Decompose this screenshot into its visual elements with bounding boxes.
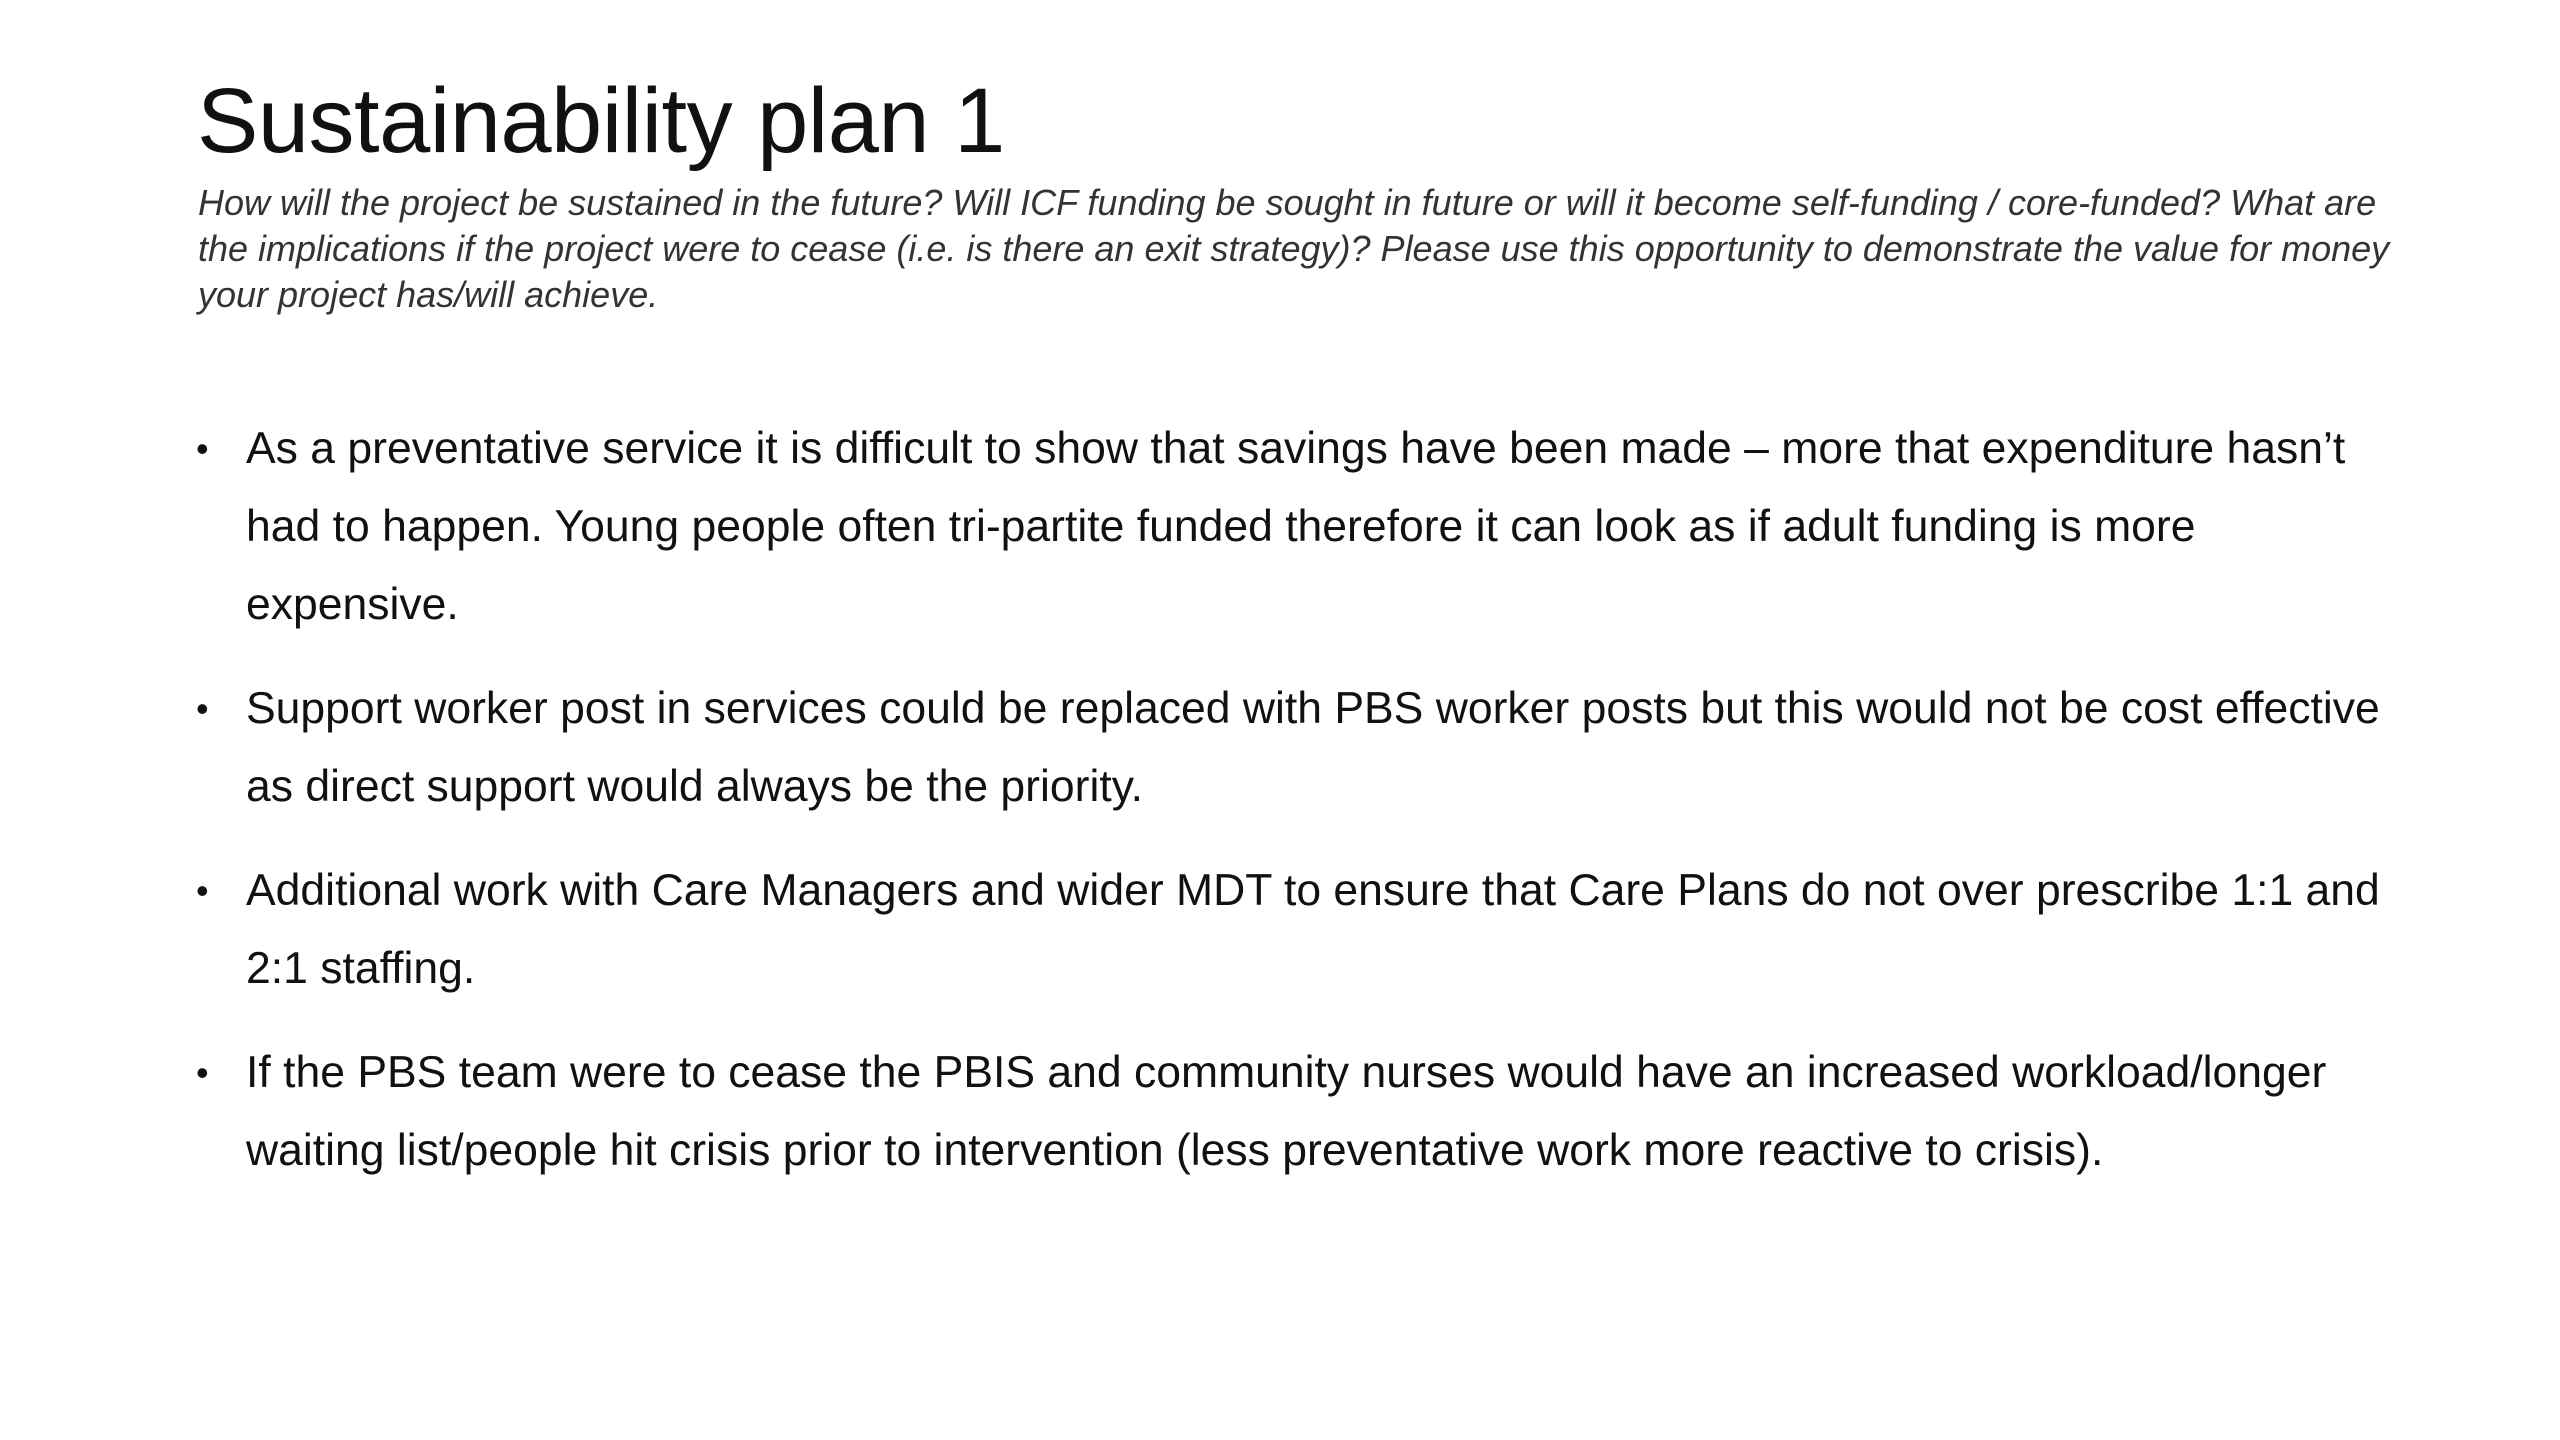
bullet-item [196,410,2396,644]
bullet-text: As a preventative service it is difficult to show that savings have been made – more that expenditure hasn’t had to happen. Young people often tri-partite funded therefore it can look as if adult funding is more expensive. [246,424,2346,629]
bullet-text: Additional work with Care Managers and wider MDT to ensure that Care Plans do not over prescribe 1:1 and 2:1 staffing. [246,866,2380,993]
bullet-item [196,852,2396,1008]
slide-title: Sustainability plan 1 [197,70,1005,172]
bullet-list [196,410,2396,1216]
bullet-text: If the PBS team were to cease the PBIS and community nurses would have an increased workload/longer waiting list/people hit crisis prior to intervention (less preventative work more reactive to crisis). [246,1048,2327,1175]
bullet-item [196,670,2396,826]
slide-subtitle: How will the project be sustained in the future? Will ICF funding be sought in future or will it become self-funding / core-funded? What are the implications if the project were to cease (i.e. is there an exit strategy)? Please use this opportunity to demonstrate the value for money your project has/will achieve. [198,182,2390,315]
bullet-icon: • [196,1052,209,1093]
bullet-icon: • [196,688,209,729]
bullet-icon: • [196,870,209,911]
bullet-item [196,1034,2396,1190]
bullet-text: Support worker post in services could be replaced with PBS worker posts but this would not be cost effective as direct support would always be the priority. [246,684,2380,811]
bullet-icon: • [196,428,209,469]
